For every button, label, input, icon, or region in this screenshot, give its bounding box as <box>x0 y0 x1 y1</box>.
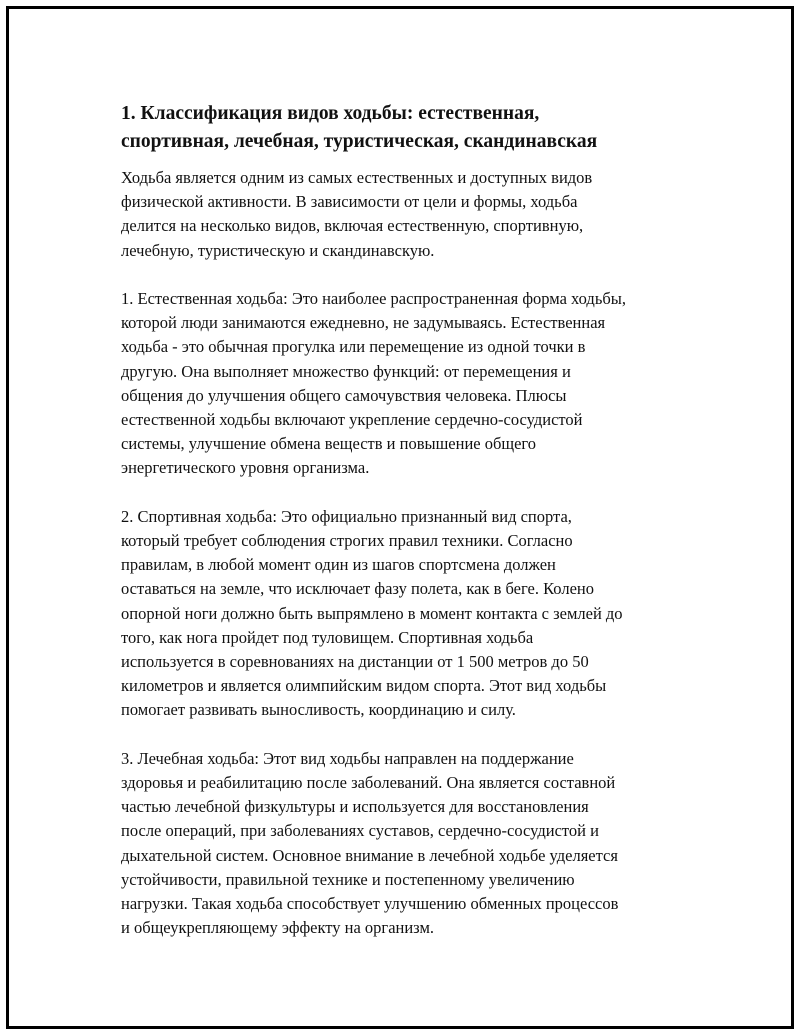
document-title: 1. Классификация видов ходьбы: естественная, спортивная, лечебная, туристическая, скандинавская <box>121 103 598 152</box>
page-border <box>6 6 794 1029</box>
sport-walking-paragraph: 2. Спортивная ходьба: Это официально признанный вид спорта, который требует соблюдения строгих правил техники. Согласно правилам, в любой момент один из шагов спортсмена должен оставаться на земле, что исключает фазу полета, как в беге. Колено опорной ноги должно быть выпрямлено в момент контакта с землей до того, как нога пройдет под туловищем. Спортивная ходьба используется в соревнованиях на дистанции от 1 500 метров до 50 километров и является олимпийским видом спорта. Этот вид ходьбы помогает развивать выносливость, координацию и силу. <box>121 506 623 720</box>
document-body <box>121 100 701 940</box>
intro-paragraph: Ходьба является одним из самых естественных и доступных видов физической активности. В зависимости от цели и формы, ходьба делится на несколько видов, включая естественную, спортивную, лечебную, туристическую и скандинавскую. <box>121 168 593 260</box>
natural-walking-paragraph: 1. Естественная ходьба: Это наиболее распространенная форма ходьбы, которой люди занимаются ежедневно, не задумываясь. Естественная ходьба - это обычная прогулка или перемещение из одной точки в другую. Она выполняет множество функций: от перемещения и общения до улучшения общего самочувствия человека. Плюсы естественной ходьбы включают укрепление сердечно-сосудистой системы, улучшение обмена веществ и повышение общего энергетического уровня организма. <box>121 289 626 478</box>
therapeutic-walking-paragraph: 3. Лечебная ходьба: Этот вид ходьбы направлен на поддержание здоровья и реабилитацию после заболеваний. Она является составной частью лечебной физкультуры и используется для восстановления после операций, при заболеваниях суставов, сердечно-сосудистой и дыхательной систем. Основное внимание в лечебной ходьбе уделяется устойчивости, правильной технике и постепенному увеличению нагрузки. Такая ходьба способствует улучшению обменных процессов и общеукрепляющему эффекту на организм. <box>121 748 619 938</box>
